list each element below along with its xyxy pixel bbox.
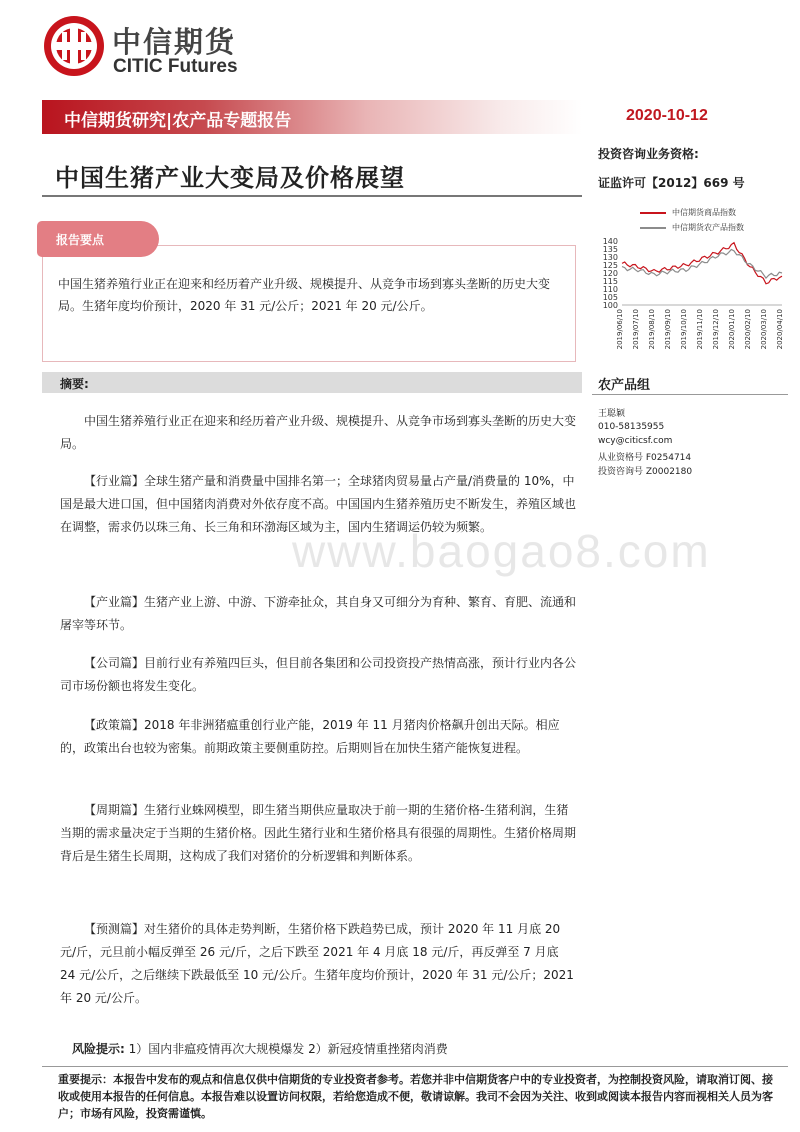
abstract-forecast: 【预测篇】对生猪价的具体走势判断，生猪价格下跌趋势已成，预计 2020 年 11 月底 20 元/斤，元旦前小幅反弹至 26 元/斤，之后下跌至 2021 年 4 月底 18 元/斤，再反弹至 7 月底 24 元/公斤，之后继续下跌最低至 10 元/公斤。生猪年度均价预计，2020 年 31 元/公斤；2021 年 20 元/公斤。 <box>60 922 574 1005</box>
analyst-advisory-number: 投资咨询号 Z0002180 <box>598 467 693 477</box>
analyst-email[interactable]: wcy@citicsf.com <box>598 436 673 446</box>
report-date: 2020-10-12 <box>626 107 708 124</box>
analyst-name: 王聪颖 <box>598 409 626 419</box>
x-tick-label: 2020/03/10 <box>760 309 768 350</box>
abstract-header-bar <box>42 372 582 393</box>
footer-divider <box>42 1066 788 1067</box>
analyst-group: 农产品组 <box>598 378 651 393</box>
series-line-1 <box>622 250 782 279</box>
index-line-chart <box>596 235 788 365</box>
x-tick-label: 2019/10/10 <box>680 309 688 350</box>
key-points-text: 中国生猪养殖行业正在迎来和经历着产业升级、规模提升、从竞争市场到寡头垄断的历史大变局。生猪年度均价预计，2020 年 31 元/公斤；2021 年 20 元/公斤。 <box>58 277 551 313</box>
y-tick-label: 125 <box>602 261 618 270</box>
abstract-label: 摘要: <box>60 377 89 391</box>
series-line-0 <box>622 243 782 284</box>
sidebar-divider <box>592 394 788 395</box>
qualification-value: 证监许可【2012】669 号 <box>598 176 745 190</box>
abstract-cycle: 【周期篇】生猪行业蛛网模型，即生猪当期供应量取决于前一期的生猪价格-生猪利润，生猪当期的需求量决定于当期的生猪价格。因此生猪行业和生猪价格具有很强的周期性。生猪价格周期背后是生猪生长周期，这构成了我们对猪价的分析逻辑和判断体系。 <box>60 803 577 863</box>
x-tick-label: 2019/08/10 <box>648 309 656 350</box>
abstract-company: 【公司篇】目前行业有养殖四巨头，但目前各集团和公司投资投产热情高涨，预计行业内各公司市场份额也将发生变化。 <box>60 656 577 693</box>
abstract-policy: 【政策篇】2018 年非洲猪瘟重创行业产能，2019 年 11 月猪肉价格飙升创出天际。相应的，政策出台也较为密集。前期政策主要侧重防控。后期则旨在加快生猪产能恢复进程。 <box>60 718 560 755</box>
watermark-text: www.baogao8.com <box>292 525 711 577</box>
x-tick-label: 2020/01/10 <box>728 309 736 350</box>
category-banner-text: 中信期货研究|农产品专题报告 <box>64 111 292 131</box>
brand-name-cn: 中信期货 <box>112 25 237 59</box>
key-points-tag-text: 报告要点 <box>56 233 105 247</box>
y-tick-label: 100 <box>602 301 618 310</box>
y-tick-label: 110 <box>602 285 618 294</box>
legend-commodity: 中信期货商品指数 <box>672 208 736 217</box>
y-tick-label: 130 <box>602 253 618 262</box>
y-tick-label: 140 <box>602 237 618 246</box>
y-tick-label: 120 <box>602 269 618 278</box>
x-tick-label: 2019/11/10 <box>696 309 704 350</box>
x-tick-label: 2019/07/10 <box>632 309 640 350</box>
abstract-industry: 【行业篇】全球生猪产量和消费量中国排名第一；全球猪肉贸易量占产量/消费量的 10%，中国是最大进口国，但中国猪肉消费对外依存度不高。中国国内生猪养殖历史不断发生，养殖区域也在调整，需求仍以珠三角、长三角和环渤海区域为主，国内生猪调运仍较为频繁。 <box>60 474 577 534</box>
x-tick-label: 2020/02/10 <box>744 309 752 350</box>
risk-notice <box>72 1040 448 1057</box>
legend-agri: 中信期货农产品指数 <box>672 223 744 232</box>
brand-name-en: CITIC Futures <box>113 56 238 77</box>
citic-logo-icon <box>42 14 106 78</box>
y-tick-label: 115 <box>602 277 618 286</box>
title-divider <box>42 195 582 197</box>
analyst-license: 从业资格号 F0254714 <box>598 453 692 463</box>
legend-swatch-agri <box>640 227 666 229</box>
y-tick-label: 135 <box>602 245 618 254</box>
risk-label: 风险提示: <box>72 1042 125 1056</box>
x-tick-label: 2020/04/10 <box>776 309 784 350</box>
x-tick-label: 2019/12/10 <box>712 309 720 350</box>
abstract-intro: 中国生猪养殖行业正在迎来和经历着产业升级、规模提升、从竞争市场到寡头垄断的历史大变局。 <box>60 414 577 451</box>
legend-swatch-commodity <box>640 212 666 214</box>
x-tick-label: 2019/09/10 <box>664 309 672 350</box>
qualification-label: 投资咨询业务资格: <box>598 147 699 161</box>
disclaimer: 重要提示：本报告中发布的观点和信息仅供中信期货的专业投资者参考。若您并非中信期货客户中的专业投资者，为控制投资风险，请取消订阅、接收或使用本报告的任何信息。本报告难以设置访问权限，若给您造成不便，敬请谅解。我司不会因为关注、收到或阅读本报告内容而视相关人员为客户；市场有风险，投资需谨慎。 <box>58 1073 773 1120</box>
report-title: 中国生猪产业大变局及价格展望 <box>55 164 405 192</box>
analyst-phone: 010-58135955 <box>598 422 665 432</box>
x-tick-label: 2019/06/10 <box>616 309 624 350</box>
y-tick-label: 105 <box>602 293 618 302</box>
risk-text: 1）国内非瘟疫情再次大规模爆发 2）新冠疫情重挫猪肉消费 <box>128 1042 448 1056</box>
abstract-chain: 【产业篇】生猪产业上游、中游、下游牵扯众，其自身又可细分为育种、繁育、育肥、流通和屠宰等环节。 <box>60 595 577 632</box>
